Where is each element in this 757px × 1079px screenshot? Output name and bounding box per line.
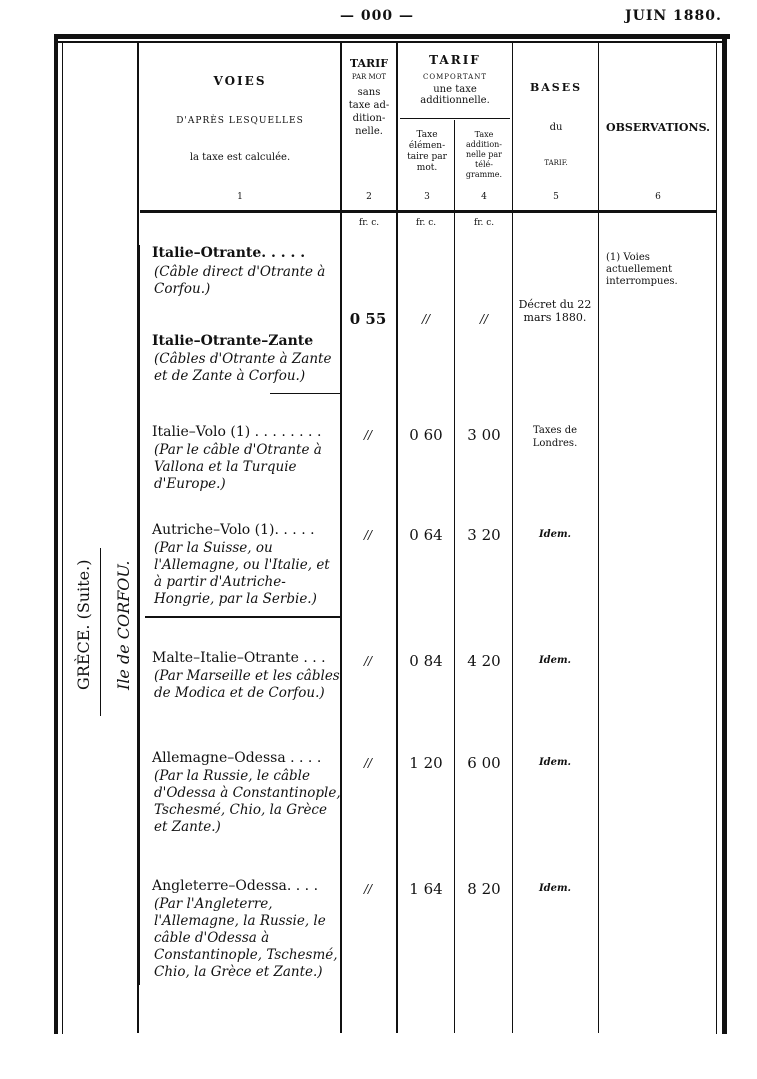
unit-col3: fr. c.: [415, 218, 437, 228]
route-title-6: Allemagne–Odessa . . . .: [152, 750, 322, 766]
header-taxe-add: Taxe addition- nelle par télé- gramme.: [465, 130, 503, 179]
route-title-7: Angleterre–Odessa. . . .: [152, 878, 319, 894]
row6-c5: Idem.: [538, 757, 572, 768]
row5-c5: Idem.: [538, 655, 572, 666]
route-title-4: Autriche–Volo (1). . . . .: [152, 522, 315, 538]
col-divider-6: [598, 43, 599, 1033]
header-tarif-add-sub: COMPORTANT: [423, 73, 487, 81]
row6-c2: //: [363, 756, 373, 770]
row3-c5: Taxes de Londres.: [532, 425, 578, 449]
side-label-island: Ile de CORFOU.: [114, 560, 133, 690]
route-title-3: Italie–Volo (1) . . . . . . . .: [152, 424, 322, 440]
header-col6: 6: [655, 192, 661, 202]
frame-left-inner: [62, 42, 63, 1034]
header-bases-tarif: TARIF.: [544, 159, 568, 167]
unit-col4: fr. c.: [473, 218, 495, 228]
frame-top-inner: [58, 41, 722, 43]
route-title-2: Italie–Otrante–Zante: [152, 333, 314, 349]
row7-c4: 8 20: [467, 880, 501, 898]
row6-c3: 1 20: [409, 754, 443, 772]
group1-c4: //: [479, 312, 489, 326]
page-number: — 000 —: [340, 8, 414, 24]
row4-rule: [145, 616, 340, 618]
unit-col2: fr. c.: [358, 218, 380, 228]
row6-c4: 6 00: [467, 754, 501, 772]
row3-c3: 0 60: [409, 426, 443, 444]
row4-c4: 3 20: [467, 526, 501, 544]
row3-c2: //: [363, 428, 373, 442]
frame-right-border: [722, 34, 727, 1034]
header-observations: OBSERVATIONS.: [606, 121, 710, 134]
row5-c3: 0 84: [409, 652, 443, 670]
header-tarif-add: TARIF: [429, 53, 481, 67]
side-label-country: GRÈCE. (Suite.): [74, 559, 93, 690]
observation-note: (1) Voies actuellement interrompues.: [606, 252, 678, 287]
side-brace-country: [100, 548, 101, 716]
route-desc-7: (Par l'Angleterre, l'Allemagne, la Russie, le câble d'Odessa à Constantinople, Tschesmé, Chio, la Grèce et Zante.): [154, 896, 338, 980]
tarif-sub-rule: [400, 118, 510, 119]
group1-c3: //: [421, 312, 431, 326]
row3-c4: 3 00: [467, 426, 501, 444]
route-desc-3: (Par le câble d'Otrante à Vallona et la Turquie d'Europe.): [154, 442, 322, 492]
header-bases-du: du: [549, 122, 563, 133]
row7-c3: 1 64: [409, 880, 443, 898]
header-col2: 2: [366, 192, 372, 202]
row7-c5: Idem.: [538, 883, 572, 894]
col-divider-4: [454, 120, 455, 1033]
header-voies-sub2: la taxe est calculée.: [189, 152, 291, 163]
route-title-5: Malte–Italie–Otrante . . .: [152, 650, 326, 666]
header-tarif-mot-sub2: sans taxe ad- dition- nelle.: [348, 87, 390, 137]
header-col4: 4: [481, 192, 487, 202]
header-tarif-add-sub2: une taxe additionnelle.: [420, 84, 490, 106]
header-taxe-elem: Taxe élémen- taire par mot.: [407, 130, 447, 173]
group1-c5: Décret du 22 mars 1880.: [518, 298, 592, 324]
route-desc-1: (Câble direct d'Otrante à Corfou.): [154, 264, 326, 297]
row4-c3: 0 64: [409, 526, 443, 544]
group-underline: [270, 393, 340, 394]
frame-right-inner: [716, 42, 717, 1034]
header-col5: 5: [553, 192, 559, 202]
row5-c4: 4 20: [467, 652, 501, 670]
route-title-1: Italie–Otrante. . . . .: [152, 245, 306, 261]
page-date: JUIN 1880.: [625, 8, 722, 24]
route-desc-5: (Par Marseille et les câbles de Modica et de Corfou.): [154, 668, 340, 701]
row7-c2: //: [363, 882, 373, 896]
header-col3: 3: [424, 192, 430, 202]
row4-c2: //: [363, 528, 373, 542]
route-desc-4: (Par la Suisse, ou l'Allemagne, ou l'Italie, et à partir d'Autriche-Hongrie, par la Serbie.): [154, 540, 330, 607]
col-divider-5: [512, 43, 513, 1033]
frame-left-border: [54, 34, 58, 1034]
row4-c5: Idem.: [538, 529, 572, 540]
header-rule: [140, 210, 716, 213]
header-voies: VOIES: [213, 74, 267, 88]
route-desc-6: (Par la Russie, le câble d'Odessa à Constantinople, Tschesmé, Chio, la Grèce et Zante.): [154, 768, 341, 835]
side-brace-island: [138, 245, 140, 985]
header-tarif-mot: TARIF: [349, 57, 389, 70]
row5-c2: //: [363, 654, 373, 668]
header-tarif-mot-sub: PAR MOT: [351, 73, 387, 81]
group1-c2: 0 55: [349, 310, 387, 328]
header-bases: BASES: [529, 81, 583, 94]
header-voies-sub: D'APRÈS LESQUELLES: [176, 116, 304, 126]
route-desc-2: (Câbles d'Otrante à Zante et de Zante à Corfou.): [154, 351, 332, 384]
header-col1: 1: [237, 192, 243, 202]
